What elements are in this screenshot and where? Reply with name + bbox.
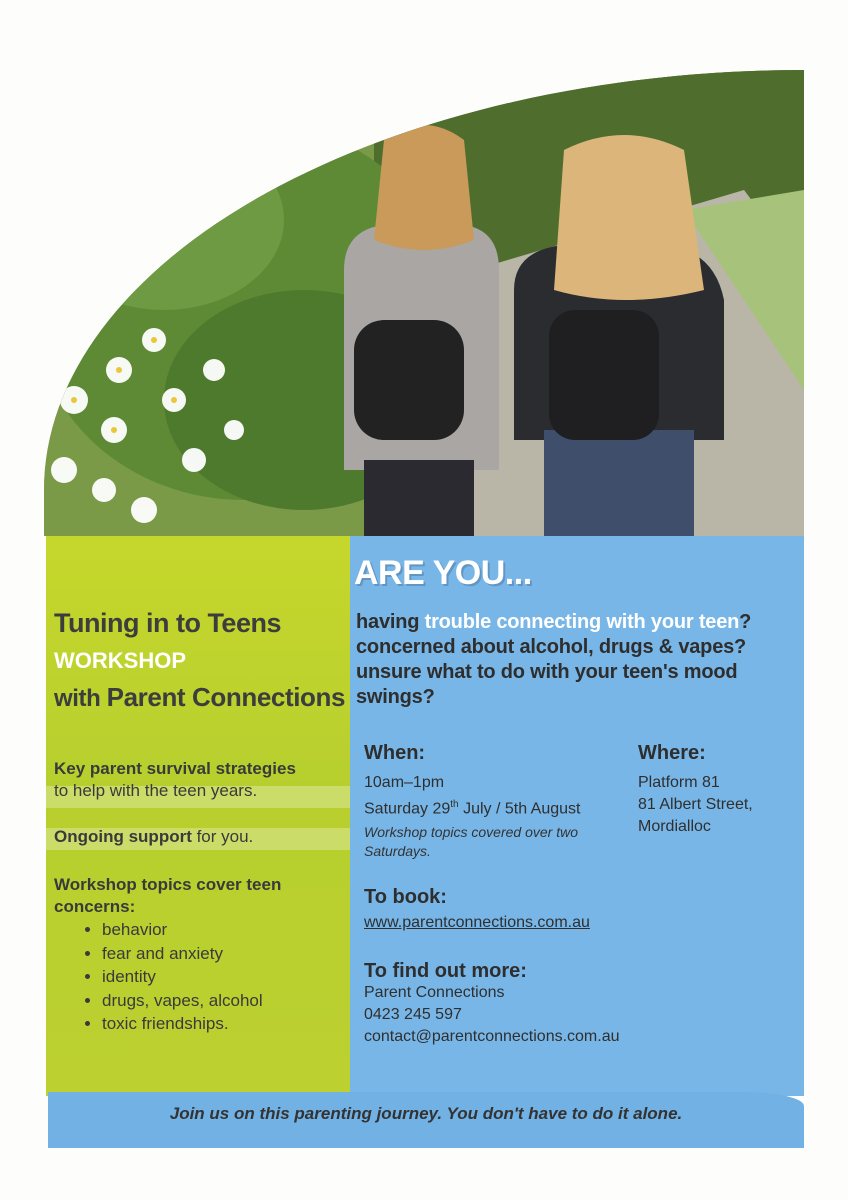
details-panel [350, 536, 804, 1096]
support-text: Ongoing support for you. [54, 827, 254, 846]
topics-heading: Workshop topics cover teen concerns: [54, 875, 282, 916]
list-item: • toxic friendships. [102, 1012, 263, 1036]
list-item: • identity [102, 965, 263, 989]
when-note: Workshop topics covered over two Saturdays. [364, 824, 578, 859]
workshop-title: Tuning in to Teens [54, 608, 281, 638]
hero-heading: ARE YOU... [354, 554, 532, 592]
topics-list [76, 918, 263, 1036]
list-item: • behavior [102, 918, 263, 942]
contact-email[interactable]: contact@parentconnections.com.au [364, 1028, 620, 1045]
organizer-line: with Parent Connections [54, 682, 346, 712]
book-label: To book: [364, 886, 447, 908]
more-label: To find out more: [364, 960, 527, 982]
contact-details: Parent Connections 0423 245 597 contact@parentconnections.com.au [364, 984, 620, 1045]
booking-link[interactable]: www.parentconnections.com.au [364, 914, 590, 931]
workshop-info-panel [46, 536, 350, 1096]
strategies-text: Key parent survival strategies to help with the teen years. [54, 759, 296, 800]
photo-illustration [44, 70, 804, 536]
where-label: Where: [638, 742, 706, 764]
workshop-label: WORKSHOP [54, 648, 186, 673]
footer-banner [48, 1092, 804, 1148]
list-item: • fear and anxiety [102, 942, 263, 966]
where-address: Platform 81 81 Albert Street, Mordialloc [638, 774, 753, 835]
list-item: • drugs, vapes, alcohol [102, 989, 263, 1013]
footer-tagline: Join us on this parenting journey. You don't have to do it alone. [169, 1104, 683, 1123]
when-details: 10am–1pm Saturday 29th July / 5th August [364, 774, 581, 818]
when-label: When: [364, 742, 426, 764]
hero-photo [44, 70, 804, 536]
questions-text: having trouble connecting with your teen? concerned about alcohol, drugs & vapes? unsure what to do with your teen's mood swings? [356, 611, 752, 708]
